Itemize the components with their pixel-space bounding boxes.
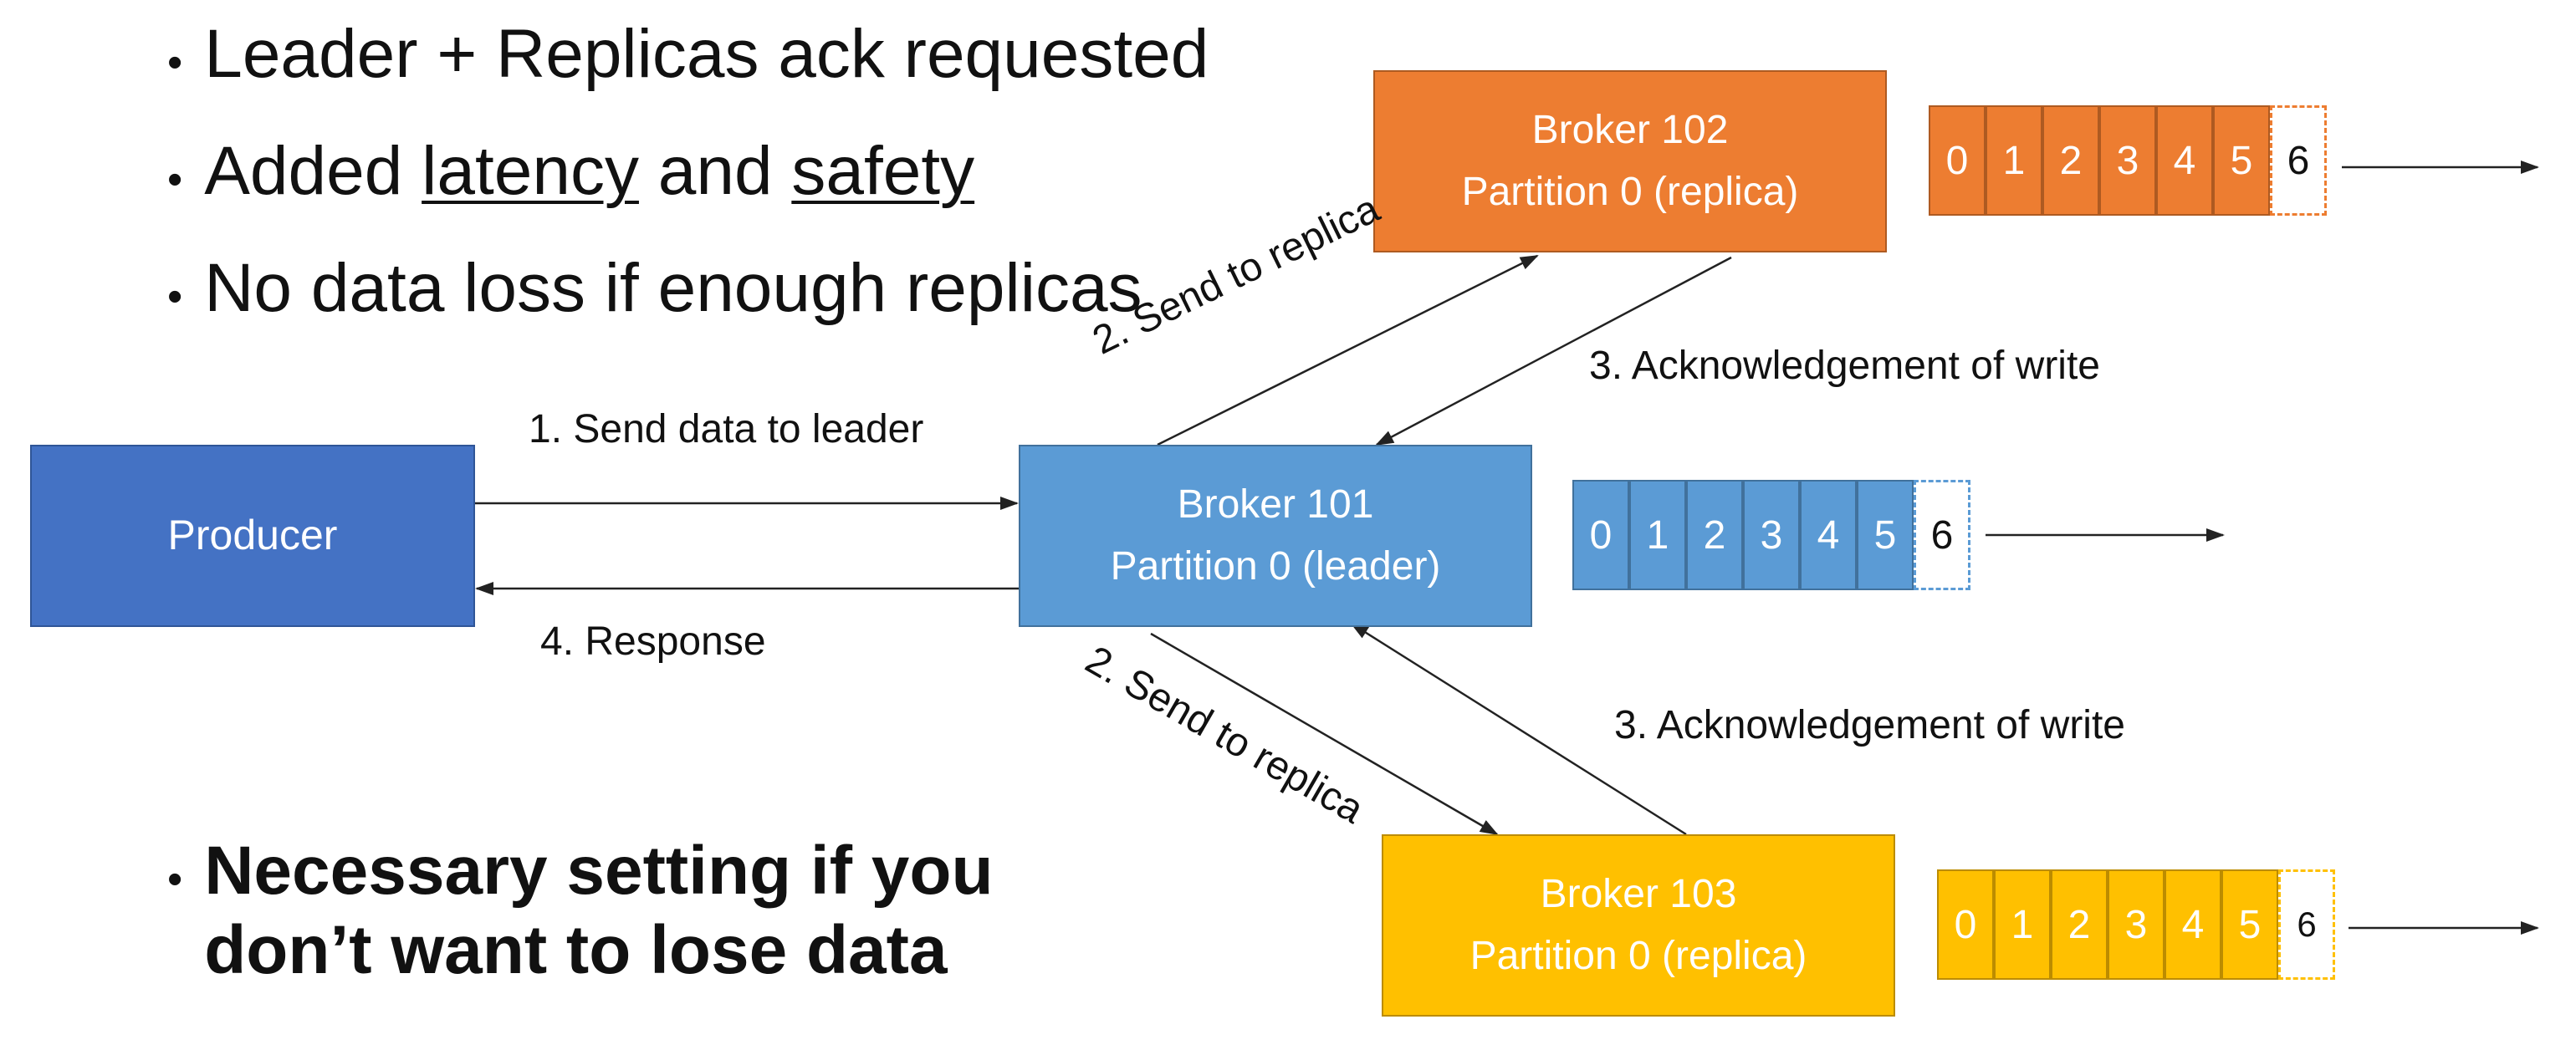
log-offset-cell: 4 <box>1800 480 1857 590</box>
log-offset-cell: 3 <box>1743 480 1800 590</box>
underlined-safety: safety <box>791 133 975 209</box>
log-offset-cell: 2 <box>2042 105 2099 216</box>
label-send-to-replica-103: 2. Send to replica <box>1078 637 1372 833</box>
bullet-text-part: Added <box>204 133 422 209</box>
bullet-line: don’t want to lose data <box>204 912 948 989</box>
producer-label: Producer <box>167 512 338 559</box>
partition-log-broker-101 <box>1572 480 1970 590</box>
broker-partition: Partition 0 (replica) <box>1461 170 1799 214</box>
bullet-text: No data loss if enough replicas <box>204 250 1142 326</box>
log-offset-pending: 6 <box>2270 105 2327 216</box>
log-offset-cell: 1 <box>1994 869 2051 980</box>
underlined-latency: latency <box>422 133 639 209</box>
log-offset-cell: 4 <box>2165 869 2221 980</box>
label-send-to-leader: 1. Send data to leader <box>529 407 924 451</box>
partition-log-broker-103 <box>1937 869 2335 980</box>
label-ack-102: 3. Acknowledgement of write <box>1589 344 2100 388</box>
log-offset-cell: 2 <box>2051 869 2108 980</box>
bullet-dot: • <box>167 38 183 87</box>
label-send-to-replica-102: 2. Send to replica <box>1086 186 1387 364</box>
bullet-text: Leader + Replicas ack requested <box>204 16 1209 92</box>
log-offset-cell: 0 <box>1572 480 1629 590</box>
log-offset-cell: 5 <box>2213 105 2270 216</box>
log-offset-cell: 0 <box>1929 105 1986 216</box>
bullet-dot: • <box>167 155 183 204</box>
broker-101-leader <box>1019 445 1532 627</box>
label-ack-103: 3. Acknowledgement of write <box>1614 703 2125 747</box>
bullet-dot: • <box>167 273 183 321</box>
bullet-dot: • <box>167 855 183 904</box>
log-offset-pending: 6 <box>1914 480 1970 590</box>
log-offset-cell: 4 <box>2156 105 2213 216</box>
log-offset-cell: 3 <box>2099 105 2156 216</box>
log-offset-cell: 3 <box>2108 869 2165 980</box>
label-response: 4. Response <box>540 619 766 664</box>
log-offset-cell: 2 <box>1686 480 1743 590</box>
log-offset-pending: 6 <box>2278 869 2335 980</box>
bullet-line: Necessary setting if you <box>204 833 994 909</box>
broker-name: Broker 101 <box>1177 482 1374 527</box>
broker-name: Broker 103 <box>1540 871 1737 916</box>
broker-name: Broker 102 <box>1531 107 1729 152</box>
log-offset-cell: 5 <box>2221 869 2278 980</box>
broker-102-replica <box>1373 70 1887 252</box>
partition-log-broker-102 <box>1929 105 2327 216</box>
log-offset-cell: 1 <box>1986 105 2042 216</box>
broker-103-replica <box>1382 834 1895 1017</box>
broker-partition: Partition 0 (replica) <box>1469 934 1807 978</box>
bullet-text-part: and <box>638 133 792 209</box>
producer-box <box>30 445 475 627</box>
log-offset-cell: 1 <box>1629 480 1686 590</box>
log-offset-cell: 0 <box>1937 869 1994 980</box>
broker-partition: Partition 0 (leader) <box>1110 544 1441 589</box>
log-offset-cell: 5 <box>1857 480 1914 590</box>
